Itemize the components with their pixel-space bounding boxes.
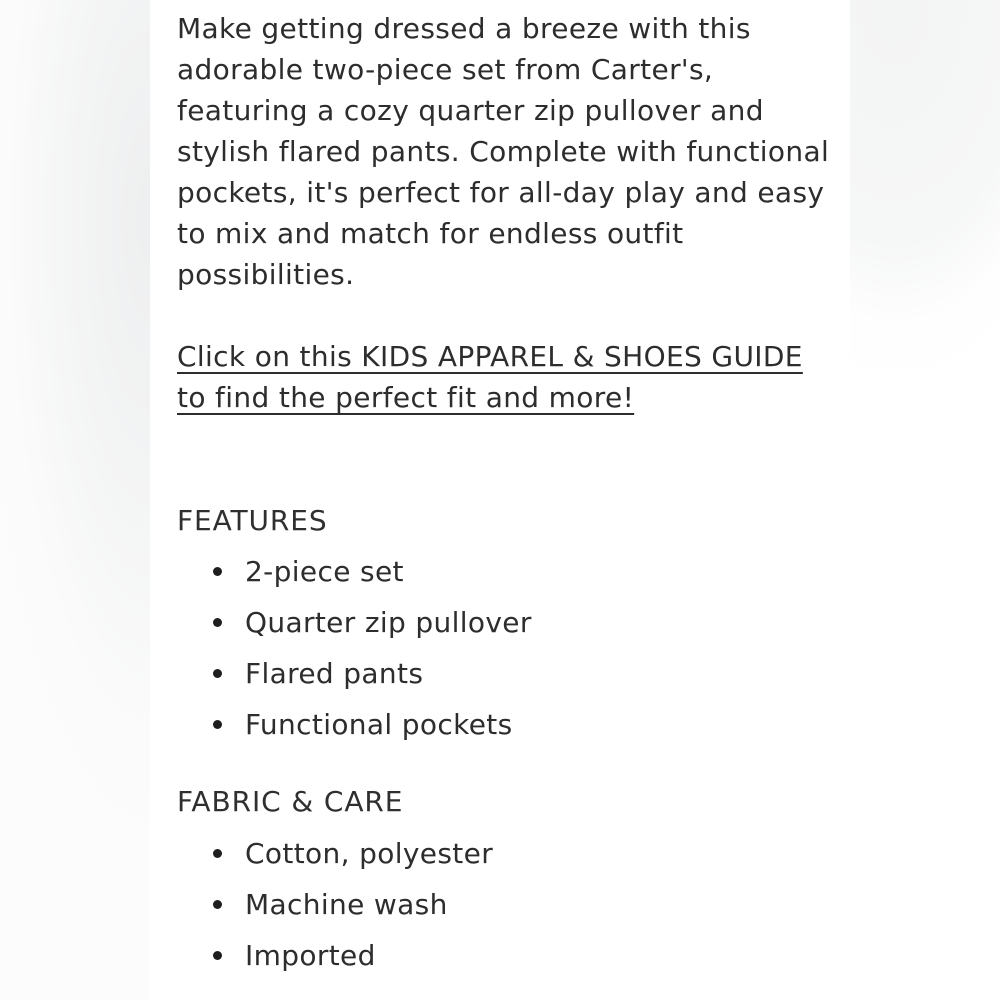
fabric-care-heading: FABRIC & CARE	[177, 785, 404, 818]
list-item: Imported	[245, 930, 839, 981]
product-description-text: Make getting dressed a breeze with this adorable two-piece set from Carter's, featuring a cozy quarter zip pullover and stylish flared pants. Complete with functional pockets, it's perfect for all-day play and easy to mix and match for endless outfit possibilities.	[177, 12, 830, 291]
list-item: 2-piece set	[245, 546, 839, 597]
product-description-card	[177, 8, 839, 981]
list-item: Quarter zip pullover	[245, 597, 839, 648]
features-heading: FEATURES	[177, 504, 328, 537]
list-item: Machine wash	[245, 879, 839, 930]
list-item: Cotton, polyester	[245, 828, 839, 879]
left-background-panel	[0, 0, 150, 1000]
kids-apparel-shoes-guide-link[interactable]: Click on this KIDS APPAREL & SHOES GUIDE to find the perfect fit and more!	[177, 340, 803, 414]
fabric-care-list	[177, 828, 839, 981]
list-item: Functional pockets	[245, 699, 839, 750]
list-item: Flared pants	[245, 648, 839, 699]
features-list	[177, 546, 839, 750]
right-background-panel	[850, 0, 1000, 1000]
